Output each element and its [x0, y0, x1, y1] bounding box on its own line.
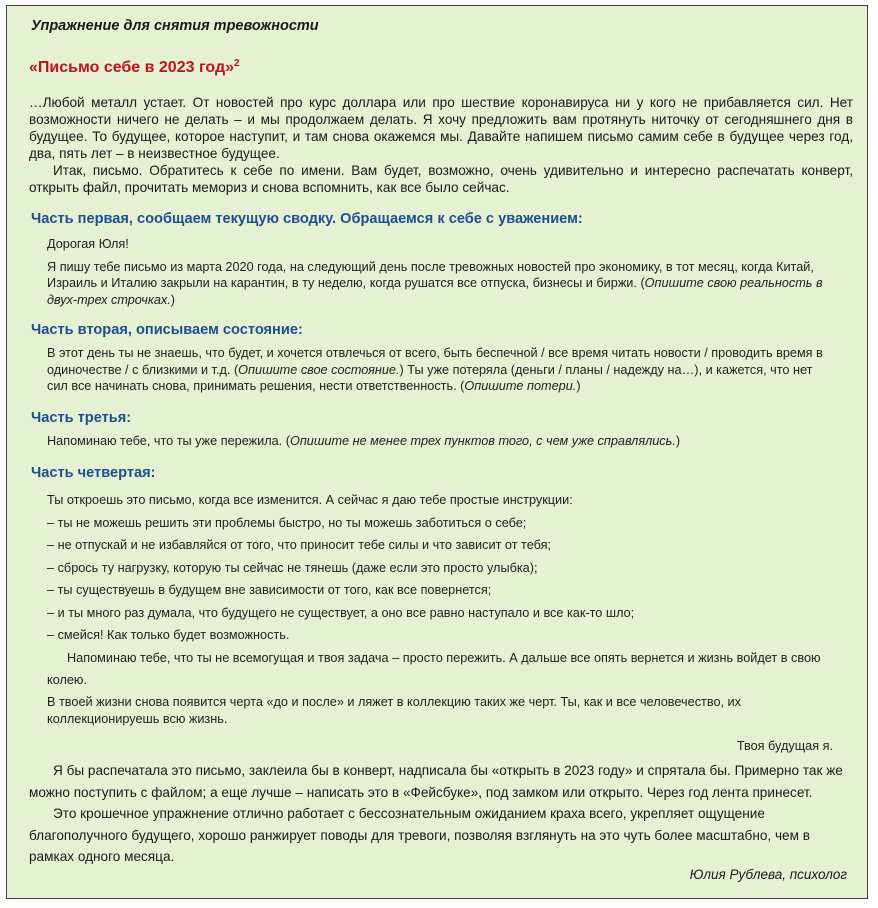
part4-heading: Часть четвертая:: [31, 465, 156, 481]
part3-body: [47, 433, 833, 450]
list-item: – и ты много раз думала, что будущего не существует, а оно все равно наступало и все как-то шло;: [47, 605, 635, 620]
part3-hint: Опишите не менее трех пунктов того, с чем уже справлялись.: [289, 434, 676, 448]
part2-hint2: Опишите потери.: [464, 379, 577, 393]
article-title: [29, 58, 240, 77]
closing-text: [29, 760, 853, 868]
section-header: Упражнение для снятия тревожности: [31, 18, 319, 34]
letter-signature: Твоя будущая я.: [736, 738, 833, 753]
part1-paragraph: [47, 259, 833, 309]
intro-paragraph-1: …Любой металл устает. От новостей про курс доллара или про шествие коронавируса ни у кого не прибавляется сил. Нет возможности ничего не делать – и мы продолжаем делать. Я хочу предложить вам протянуть ниточку от сегодняшнего дня в будущее. То будущее, которое наступит, и там снова окажемся мы. Давайте напишем письмо самим себе в будущее через год, два, пять лет – в неизвестное будущее.: [29, 95, 853, 161]
article-box: [6, 5, 868, 899]
part4-reminder: Напоминаю тебе, что ты не всемогущая и твоя задача – просто пережить. А дальше все опять вернется и жизнь войдет в свою колею.: [47, 650, 821, 687]
title-text: «Письмо себе в 2023 год»: [29, 59, 235, 76]
intro-paragraph-2: Итак, письмо. Обратитесь к себе по имени. Вам будет, возможно, очень удивительно и интересно распечатать конверт, открыть файл, прочитать мемориз и снова вспомнить, как все было сейчас.: [29, 163, 853, 195]
intro-text: [29, 94, 853, 196]
part1-heading: Часть первая, сообщаем текущую сводку. Обращаемся к себе с уважением:: [31, 211, 583, 227]
list-item: – сбрось ту нагрузку, которую ты сейчас не тянешь (даже если это просто улыбка);: [47, 560, 538, 575]
title-footnote: 2: [234, 58, 240, 69]
part2-text2: ) Ты уже потеряла (деньги / планы / надежду на…), и кажется, что нет сил все начинать снова, принимать решения, нести ответственность. (: [47, 362, 813, 393]
author-byline: Юлия Рублева, психолог: [689, 867, 847, 882]
part3-close: ): [675, 434, 681, 448]
list-item: – ты существуешь в будущем вне зависимости от того, как все повернется;: [47, 583, 492, 597]
part1-text: Я пишу тебе письмо из марта 2020 года, на следующий день после тревожных новостей про экономику, в тот месяц, когда Китай, Израиль и Италию закрыли на карантин, в ту неделю, когда рушатся все отпуска, бизнесы и биржи. (: [47, 259, 814, 290]
part4-body: [47, 489, 833, 757]
part4-tail: В твоей жизни снова появится черта «до и после» и ляжет в коллекцию таких же черт. Ты, как и все человечество, их коллекционируешь всю жизнь.: [47, 694, 741, 726]
part2-paragraph: [47, 345, 833, 395]
list-item: – смейся! Как только будет возможность.: [47, 628, 290, 642]
closing-paragraph-2: Это крошечное упражнение отлично работает с бессознательным ожиданием краха всего, укрепляет ощущение благополучного будущего, хорошо ранжирует поводы для тревоги, позволяя взглянуть на это чуть более масштабно, чем в рамках одного месяца.: [29, 806, 810, 864]
part4-lead: Ты откроешь это письмо, когда все изменится. А сейчас я даю тебе простые инструкции:: [47, 493, 573, 507]
part3-heading: Часть третья:: [31, 410, 132, 426]
part3-text: Напоминаю тебе, что ты уже пережила. (: [47, 434, 290, 448]
part2-close: ): [576, 379, 581, 393]
closing-paragraph-1: Я бы распечатала это письмо, заклеила бы в конверт, надписала бы «открыть в 2023 году» и спрятала бы. Примерно так же можно поступить с файлом; а еще лучше – написать это в «Фейсбуке», под замком или открыто. Через год лента принесет.: [29, 763, 843, 800]
list-item: – не отпускай и не избавляйся от того, что приносит тебе силы и что зависит от тебя;: [47, 538, 551, 552]
part2-hint1: Опишите свое состояние.: [238, 362, 400, 377]
list-item: – ты не можешь решить эти проблемы быстро, но ты можешь заботиться о себе;: [47, 515, 527, 530]
part2-heading: Часть вторая, описываем состояние:: [31, 322, 303, 338]
part2-text1: В этот день ты не знаешь, что будет, и хочется отвлечься от всего, быть беспечной / все время читать новости / проводить время в одиночестве / с близкими и т.д. (: [47, 346, 823, 377]
part1-hint: Опишите свою реальность в двух-трех строчках.: [47, 276, 823, 307]
part1-body: [47, 236, 833, 308]
letter-greeting: Дорогая Юля!: [47, 237, 129, 251]
part1-close: ): [170, 292, 176, 307]
part3-paragraph: [47, 433, 833, 450]
part2-body: [47, 345, 833, 395]
